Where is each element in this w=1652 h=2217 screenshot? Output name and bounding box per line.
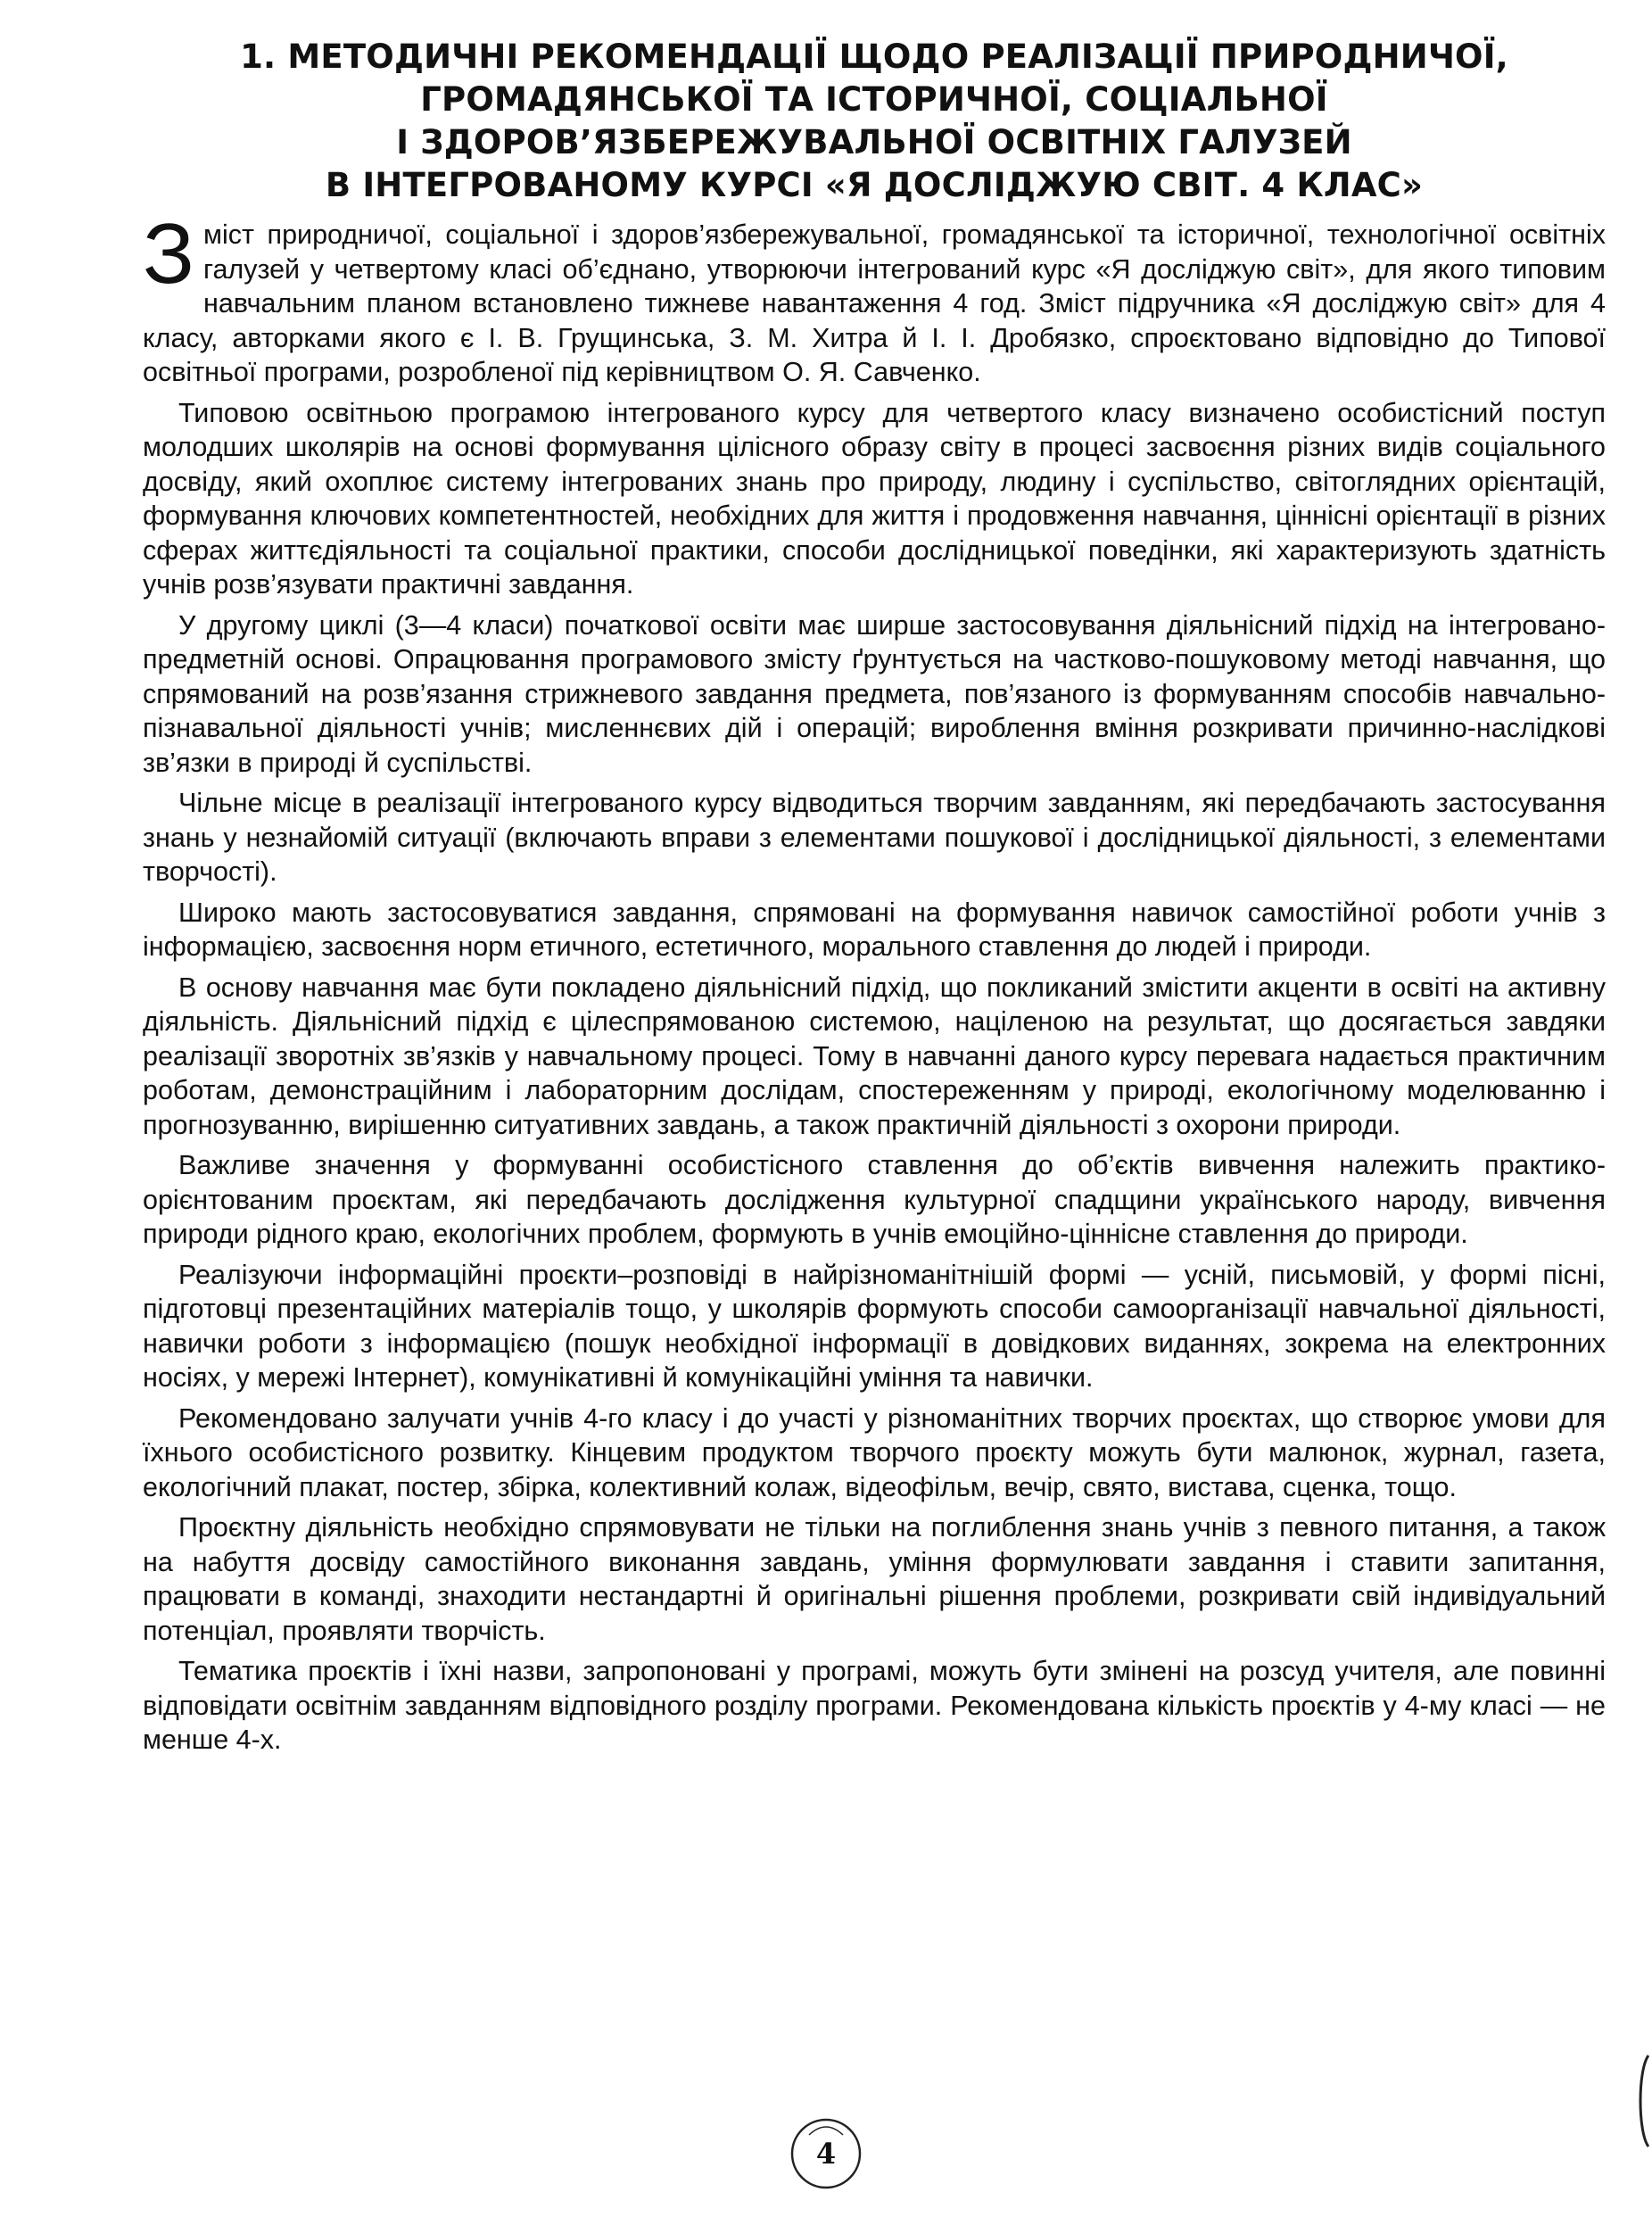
page-edge-mark [1634,2052,1652,2150]
paragraph: Важливе значення у формуванні особистісного ставлення до об’єктів вивчення належить практико-орієнтованим проєктам, які передбачають дослідження культурної спадщини українського народу, вивчення природи рідного краю, екологічних проблем, формують в учнів емоційно-ціннісне ставлення до природи. [143,1150,1606,1249]
paragraph: Чільне місце в реалізації інтегрованого курсу відводиться творчим завданням, які передбачають застосування знань у незнайомій ситуації (включають вправи з елементами пошукової і дослідницької діяльності, з елементами творчості). [143,788,1606,887]
drop-cap: З [143,206,194,302]
heading-line: ГРОМАДЯНСЬКОЇ ТА ІСТОРИЧНОЇ, СОЦІАЛЬНОЇ [420,80,1328,119]
paragraph: У другому циклі (3—4 класи) початкової освіти має ширше застосовування діяльнісний підхід на інтегровано-предметній основі. Опрацювання програмового змісту ґрунтується на частково-пошуковому методі навчання, що спрямований на розв’язання стрижневого завдання предмета, пов’язаного із формуванням способів навчально-пізнавальної діяльності учнів; мисленнєвих дій і операцій; вироблення вміння розкривати причинно-наслідкові зв’язки в природі й суспільстві. [143,609,1606,778]
paragraph: Тематика проєктів і їхні назви, запропоновані у програмі, можуть бути змінені на розсуд учителя, але повинні відповідати освітнім завданням відповідного розділу програми. Рекомендована кількість проєктів у 4-му класі — не менше 4-х. [143,1656,1606,1755]
heading-line: І ЗДОРОВ’ЯЗБЕРЕЖУВАЛЬНОЇ ОСВІТНІХ ГАЛУЗЕЙ [396,123,1352,161]
paragraph-text: міст природничої, соціальної і здоров’язбережувальної, громадянської та історичної, технологічної освітніх галузей у четвертому класі об’єднано, утворюючи інтегрований курс «Я досліджую світ», для якого типовим навчальним планом встановлено тижневе навантаження 4 год. Зміст підручника «Я досліджую світ» для 4 класу, авторками якого є І. В. Грущинська, З. М. Хитра й І. І. Дробязко, спроєктовано відповідно до Типової освітньої програми, розробленої під керівництвом О. Я. Савченко. [143,219,1606,387]
heading-line: В ІНТЕГРОВАНОМУ КУРСІ «Я ДОСЛІДЖУЮ СВІТ. 4 КЛАС» [325,166,1424,204]
page-number-text: 4 [815,2137,837,2171]
body-text [143,206,1606,1758]
paragraph: Типовою освітньою програмою інтегрованого курсу для четвертого класу визначено особистісний поступ молодших школярів на основі формування цілісного образу світу в процесі засвоєння різних видів соціального досвіду, який охоплює систему інтегрованих знань про природу, людину і суспільство, світоглядних орієнтацій, формування ключових компетентностей, необхідних для життя і продовження навчання, ціннісні орієнтації в різних сферах життєдіяльності та соціальної практики, способи дослідницької поведінки, які характеризують здатність учнів розв’язувати практичні завдання. [143,397,1606,600]
page-number [788,2115,864,2192]
paragraph: Широко мають застосовуватися завдання, спрямовані на формування навичок самостійної роботи учнів з інформацією, засвоєння норм етичного, естетичного, морального ставлення до людей і природи. [143,897,1606,962]
paragraph: Проєктну діяльність необхідно спрямовувати не тільки на поглиблення знань учнів з певного питання, а також на набуття досвіду самостійного виконання завдань, уміння формулювати завдання і ставити запитання, працювати в команді, знаходити нестандартні й оригінальні рішення проблеми, розкривати свій індивідуальний потенціал, проявляти творчість. [143,1512,1606,1646]
document-page [143,36,1606,2213]
bracket-icon [1634,2052,1652,2150]
paragraph: Реалізуючи інформаційні проєкти–розповіді в найрізноманітнішій формі — усній, письмовій, у формі пісні, підготовці презентаційних матеріалів тощо, у школярів формують способи самоорганізації навчальної діяльності, навички роботи з інформацією (пошук необхідної інформації в довідкових виданнях, зокрема на електронних носіях, у мережі Інтернет), комунікативні й комунікаційні уміння та навички. [143,1259,1606,1393]
paragraph: В основу навчання має бути покладено діяльнісний підхід, що покликаний змістити акценти в освіті на активну діяльність. Діяльнісний підхід є цілеспрямованою системою, націленою на результат, що досягається завдяки реалізації зворотніх зв’язків у навчальному процесі. Тому в навчанні даного курсу перевага надається практичним роботам, демонстраційним і лабораторним дослідам, спостереженням у природі, екологічному моделюванню і прогнозуванню, вирішенню ситуативних завдань, а також практичній діяльності з охорони природи. [143,972,1606,1140]
section-heading [143,36,1606,207]
heading-line: 1. МЕТОДИЧНІ РЕКОМЕНДАЦІЇ ЩОДО РЕАЛІЗАЦІЇ ПРИРОДНИЧОЇ, [240,37,1508,76]
paragraph: Рекомендовано залучати учнів 4-го класу і до участі у різноманітних творчих проєктах, що створює умови для їхнього особистісного розвитку. Кінцевим продуктом творчого проєкту можуть бути малюнок, журнал, газета, екологічний плакат, постер, збірка, колективний колаж, відеофільм, вечір, свято, вистава, сценка, тощо. [143,1402,1606,1502]
paragraph [143,206,1606,390]
